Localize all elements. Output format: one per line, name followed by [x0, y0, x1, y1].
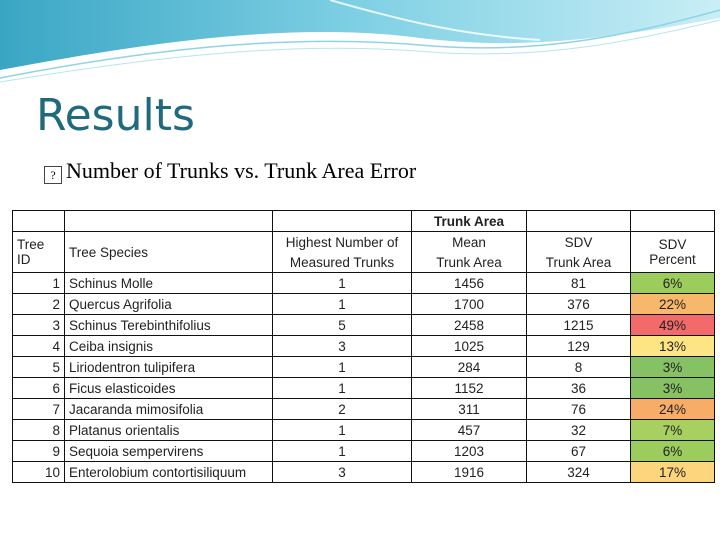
cell-tree-species: Ficus elasticoides — [65, 378, 273, 399]
cell-sdv-area: 36 — [527, 378, 631, 399]
table-row — [13, 399, 715, 420]
cell-sdv-area: 129 — [527, 336, 631, 357]
cell-trunks: 1 — [273, 420, 412, 441]
cell-tree-species: Jacaranda mimosifolia — [65, 399, 273, 420]
cell-mean-area: 457 — [412, 420, 527, 441]
cell-tree-species: Enterolobium contortisiliquum — [65, 462, 273, 483]
cell-tree-species: Sequoia sempervirens — [65, 441, 273, 462]
header-tree-species: Tree Species — [65, 232, 273, 273]
group-header-trunk-area: Trunk Area — [412, 211, 527, 232]
cell-tree-species: Quercus Agrifolia — [65, 294, 273, 315]
cell-trunks: 5 — [273, 315, 412, 336]
slide-title: Results — [36, 90, 195, 141]
header-mean-line2: Trunk Area — [412, 252, 527, 273]
cell-tree-species: Schinus Molle — [65, 273, 273, 294]
table-row — [13, 336, 715, 357]
square-bullet-icon: ? — [44, 166, 62, 184]
table-row — [13, 357, 715, 378]
cell-mean-area: 311 — [412, 399, 527, 420]
cell-mean-area: 1700 — [412, 294, 527, 315]
cell-mean-area: 1152 — [412, 378, 527, 399]
cell-trunks: 1 — [273, 273, 412, 294]
cell-tree-id: 8 — [13, 420, 65, 441]
results-table — [12, 210, 715, 483]
header-sdv-line1: SDV — [527, 232, 631, 253]
header-trunks-line1: Highest Number of — [273, 232, 412, 253]
table-row — [13, 315, 715, 336]
cell-trunks: 2 — [273, 399, 412, 420]
cell-trunks: 1 — [273, 441, 412, 462]
cell-sdv-percent: 24% — [631, 399, 715, 420]
cell-tree-id: 10 — [13, 462, 65, 483]
cell-tree-species: Ceiba insignis — [65, 336, 273, 357]
cell-mean-area: 284 — [412, 357, 527, 378]
cell-mean-area: 2458 — [412, 315, 527, 336]
cell-mean-area: 1203 — [412, 441, 527, 462]
cell-sdv-percent: 17% — [631, 462, 715, 483]
cell-trunks: 1 — [273, 378, 412, 399]
header-wave-decoration — [0, 0, 720, 85]
cell-tree-id: 5 — [13, 357, 65, 378]
cell-trunks: 3 — [273, 462, 412, 483]
cell-sdv-area: 376 — [527, 294, 631, 315]
cell-tree-id: 4 — [13, 336, 65, 357]
table-row — [13, 273, 715, 294]
cell-trunks: 3 — [273, 336, 412, 357]
cell-sdv-percent: 22% — [631, 294, 715, 315]
cell-sdv-area: 1215 — [527, 315, 631, 336]
slide-subtitle — [44, 158, 416, 184]
cell-tree-id: 1 — [13, 273, 65, 294]
cell-mean-area: 1025 — [412, 336, 527, 357]
header-sdv-line2: Trunk Area — [527, 252, 631, 273]
table-row — [13, 462, 715, 483]
cell-sdv-area: 76 — [527, 399, 631, 420]
table-row — [13, 420, 715, 441]
cell-mean-area: 1916 — [412, 462, 527, 483]
table-row — [13, 441, 715, 462]
cell-tree-id: 6 — [13, 378, 65, 399]
cell-sdv-percent: 3% — [631, 378, 715, 399]
cell-trunks: 1 — [273, 294, 412, 315]
cell-sdv-percent: 7% — [631, 420, 715, 441]
table-header-row-1 — [13, 232, 715, 253]
cell-tree-species: Platanus orientalis — [65, 420, 273, 441]
header-sdv-percent: SDV Percent — [631, 232, 715, 273]
cell-tree-species: Liriodentron tulipifera — [65, 357, 273, 378]
cell-tree-id: 9 — [13, 441, 65, 462]
cell-tree-id: 2 — [13, 294, 65, 315]
cell-sdv-percent: 49% — [631, 315, 715, 336]
header-mean-line1: Mean — [412, 232, 527, 253]
table-row — [13, 294, 715, 315]
table-row — [13, 378, 715, 399]
cell-trunks: 1 — [273, 357, 412, 378]
cell-sdv-percent: 3% — [631, 357, 715, 378]
cell-sdv-area: 67 — [527, 441, 631, 462]
cell-sdv-percent: 13% — [631, 336, 715, 357]
cell-sdv-area: 81 — [527, 273, 631, 294]
cell-mean-area: 1456 — [412, 273, 527, 294]
cell-sdv-percent: 6% — [631, 441, 715, 462]
cell-tree-species: Schinus Terebinthifolius — [65, 315, 273, 336]
cell-sdv-area: 324 — [527, 462, 631, 483]
header-trunks-line2: Measured Trunks — [273, 252, 412, 273]
cell-sdv-area: 32 — [527, 420, 631, 441]
cell-tree-id: 7 — [13, 399, 65, 420]
cell-sdv-percent: 6% — [631, 273, 715, 294]
subtitle-text: Number of Trunks vs. Trunk Area Error — [66, 158, 417, 183]
header-tree-id: Tree ID — [13, 232, 65, 273]
cell-tree-id: 3 — [13, 315, 65, 336]
cell-sdv-area: 8 — [527, 357, 631, 378]
table-group-header-row — [13, 211, 715, 232]
